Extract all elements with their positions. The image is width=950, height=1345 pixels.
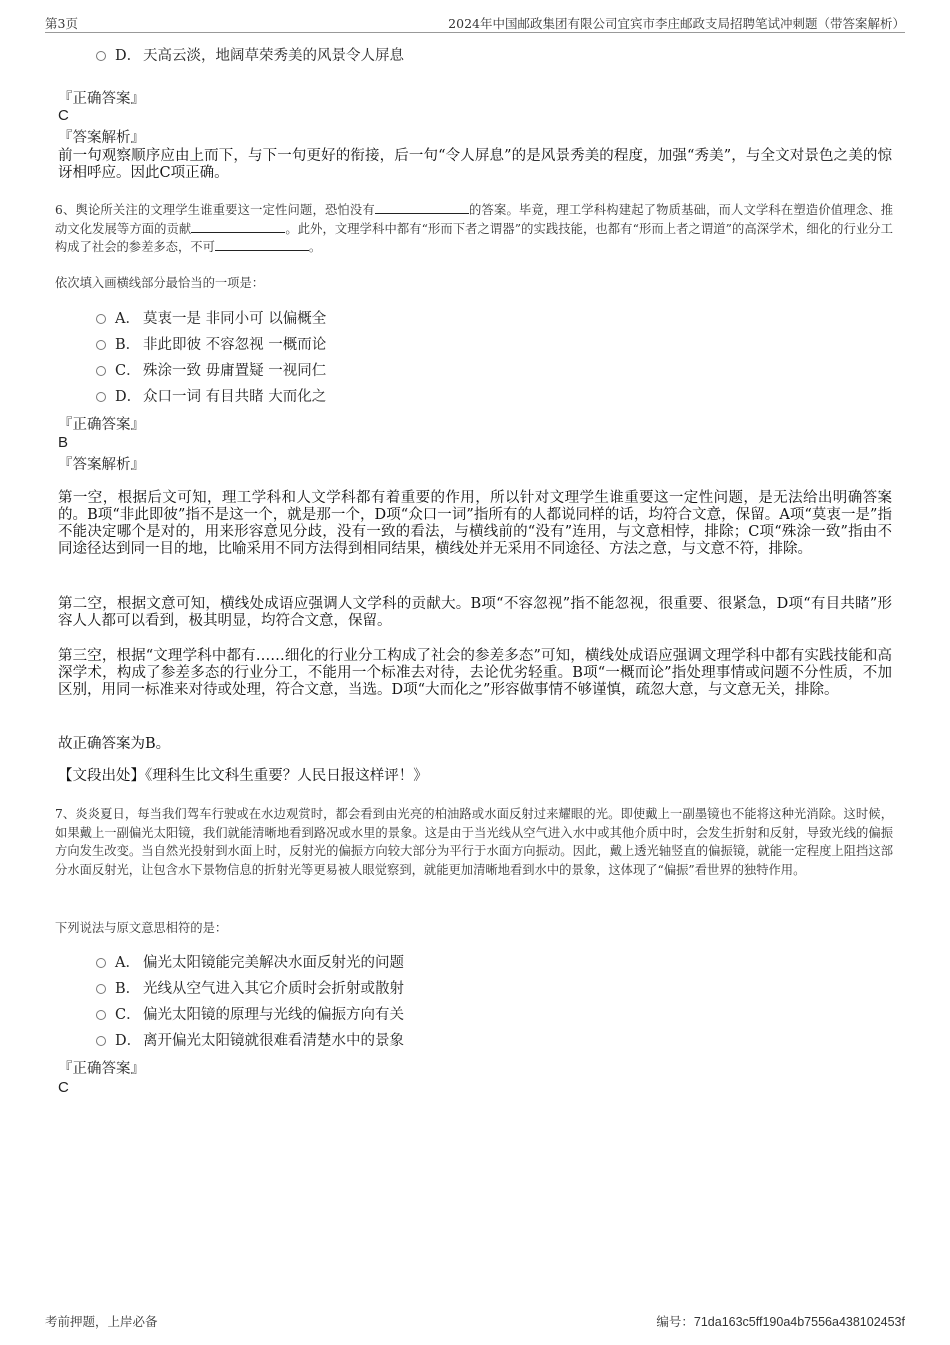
- q5-option-d[interactable]: D． 天高云淡，地阔草荣秀美的风景令人屏息: [96, 46, 404, 66]
- document-title: 2024年中国邮政集团有限公司宜宾市李庄邮政支局招聘笔试冲刺题（带答案解析）: [448, 16, 905, 31]
- page-header: [45, 12, 905, 33]
- q6-prompt: 依次填入画横线部分最恰当的一项是：: [55, 276, 265, 290]
- q6-option-b[interactable]: B． 非此即彼 不容忽视 一概而论: [96, 335, 326, 355]
- q7-option-c[interactable]: C． 偏光太阳镜的原理与光线的偏振方向有关: [96, 1005, 404, 1025]
- radio-icon[interactable]: [96, 1010, 106, 1020]
- q6-analysis-para-2: 第二空，根据文意可知，横线处成语应强调人文学科的贡献大。B项“不容忽视”指不能忽视，很重要、很紧急，D项“有目共睹”形容人人都可以看到，极其明显，均符合文意，保留。: [58, 596, 892, 629]
- page-number: 第3页: [45, 16, 78, 31]
- q7-answer: C: [58, 1079, 69, 1096]
- q5-analysis-label: 『答案解析』: [58, 130, 145, 146]
- q7-stem: 7、炎炎夏日，每当我们驾车行驶或在水边观赏时，都会看到由光亮的柏油路或水面反射过来耀眼的光。即使戴上一副墨镜也不能将这种光消除。这时候，如果戴上一副偏光太阳镜，我们就能清晰地看到路况或水里的景象。这是由于当光线从空气进入水中或其他介质中时，会发生折射和反射，导致光线的偏振方向发生改变。当自然光投射到水面上时，反射光的偏振方向较大部分为平行于水面方向振动。因此，戴上透光轴竖直的偏振镜，就能一定程度上阻挡这部分水面反射光，让包含水下景物信息的折射光等更易被人眼觉察到，就能更加清晰地看到水中的景象，这体现了“偏振”看世界的独特作用。: [55, 807, 893, 877]
- q7-prompt: 下列说法与原文意思相符的是：: [55, 921, 228, 935]
- q6-option-a[interactable]: A． 莫衷一是 非同小可 以偏概全: [96, 309, 326, 329]
- q6-answer: B: [58, 434, 69, 451]
- q6-analysis-conclusion: 故正确答案为B。: [58, 736, 171, 752]
- document-code: 编号：71da163c5ff190a4b7556a438102453f: [656, 1314, 905, 1329]
- q6-analysis-label: 『答案解析』: [58, 457, 145, 473]
- radio-icon[interactable]: [96, 984, 106, 994]
- blank-3: [215, 238, 309, 251]
- radio-icon[interactable]: [96, 392, 106, 402]
- q7-option-a[interactable]: A． 偏光太阳镜能完美解决水面反射光的问题: [96, 953, 404, 973]
- q6-analysis-para-3: 第三空，根据“文理学科中都有……细化的行业分工构成了社会的参差多态”可知，横线处成语应强调文理学科中都有实践技能和高深学术，构成了参差多态的行业分工，不能用一个标准去对待，去论优劣轻重。B项“一概而论”指处理事情或问题不分性质，不加区别，用同一标准来对待或处理，符合文意，当选。D项“大而化之”形容做事情不够谨慎，疏忽大意，与文意无关，排除。: [58, 648, 892, 698]
- q5-answer: C: [58, 107, 69, 124]
- radio-icon[interactable]: [96, 51, 106, 61]
- q6-stem: 6、舆论所关注的文理学生谁重要这一定性问题，恐怕没有 的答案。毕竟，理工学科构建起了物质基础，而人文学科在塑造价值理念、推动文化发展等方面的贡献 。此外，文理学科中都有“形而下者之谓器”的实践技能，也都有“形而上者之谓道”的高深学术，细化的行业分工构成了社会的参差多态，不可 。: [55, 203, 893, 254]
- page-footer: [45, 1312, 905, 1332]
- radio-icon[interactable]: [96, 314, 106, 324]
- radio-icon[interactable]: [96, 1036, 106, 1046]
- q6-option-c[interactable]: C． 殊涂一致 毋庸置疑 一视同仁: [96, 361, 326, 381]
- q6-answer-label: 『正确答案』: [58, 417, 145, 433]
- footer-slogan: 考前押题，上岸必备: [45, 1314, 158, 1329]
- q6-analysis-para-1: 第一空，根据后文可知，理工学科和人文学科都有着重要的作用，所以针对文理学生谁重要这一定性问题，是无法给出明确答案的。B项“非此即彼”指不是这一个，就是那一个，D项“众口一词”指所有的人都说同样的话，均符合文意，保留。A项“莫衷一是”指不能决定哪个是对的，用来形容意见分歧，没有一致的看法，与横线前的“没有”连用，与文意相悖，排除；C项“殊涂一致”指由不同途径达到同一目的地，比喻采用不同方法得到相同结果，横线处并无采用不同途径、方法之意，与文意不符，排除。: [58, 490, 892, 557]
- blank-2: [191, 220, 285, 233]
- q7-option-d[interactable]: D． 离开偏光太阳镜就很难看清楚水中的景象: [96, 1031, 404, 1051]
- q7-option-b[interactable]: B． 光线从空气进入其它介质时会折射或散射: [96, 979, 404, 999]
- blank-1: [375, 201, 469, 214]
- q6-source: 【文段出处】《理科生比文科生重要？人民日报这样评！》: [58, 768, 428, 784]
- q5-analysis: 前一句观察顺序应由上而下，与下一句更好的衔接，后一句“令人屏息”的是风景秀美的程度，加强“秀美”，与全文对景色之美的惊讶相呼应。因此C项正确。: [58, 148, 892, 181]
- q5-answer-label: 『正确答案』: [58, 91, 145, 107]
- radio-icon[interactable]: [96, 366, 106, 376]
- q7-answer-label: 『正确答案』: [58, 1061, 145, 1077]
- q6-option-d[interactable]: D． 众口一词 有目共睹 大而化之: [96, 387, 326, 407]
- radio-icon[interactable]: [96, 958, 106, 968]
- radio-icon[interactable]: [96, 340, 106, 350]
